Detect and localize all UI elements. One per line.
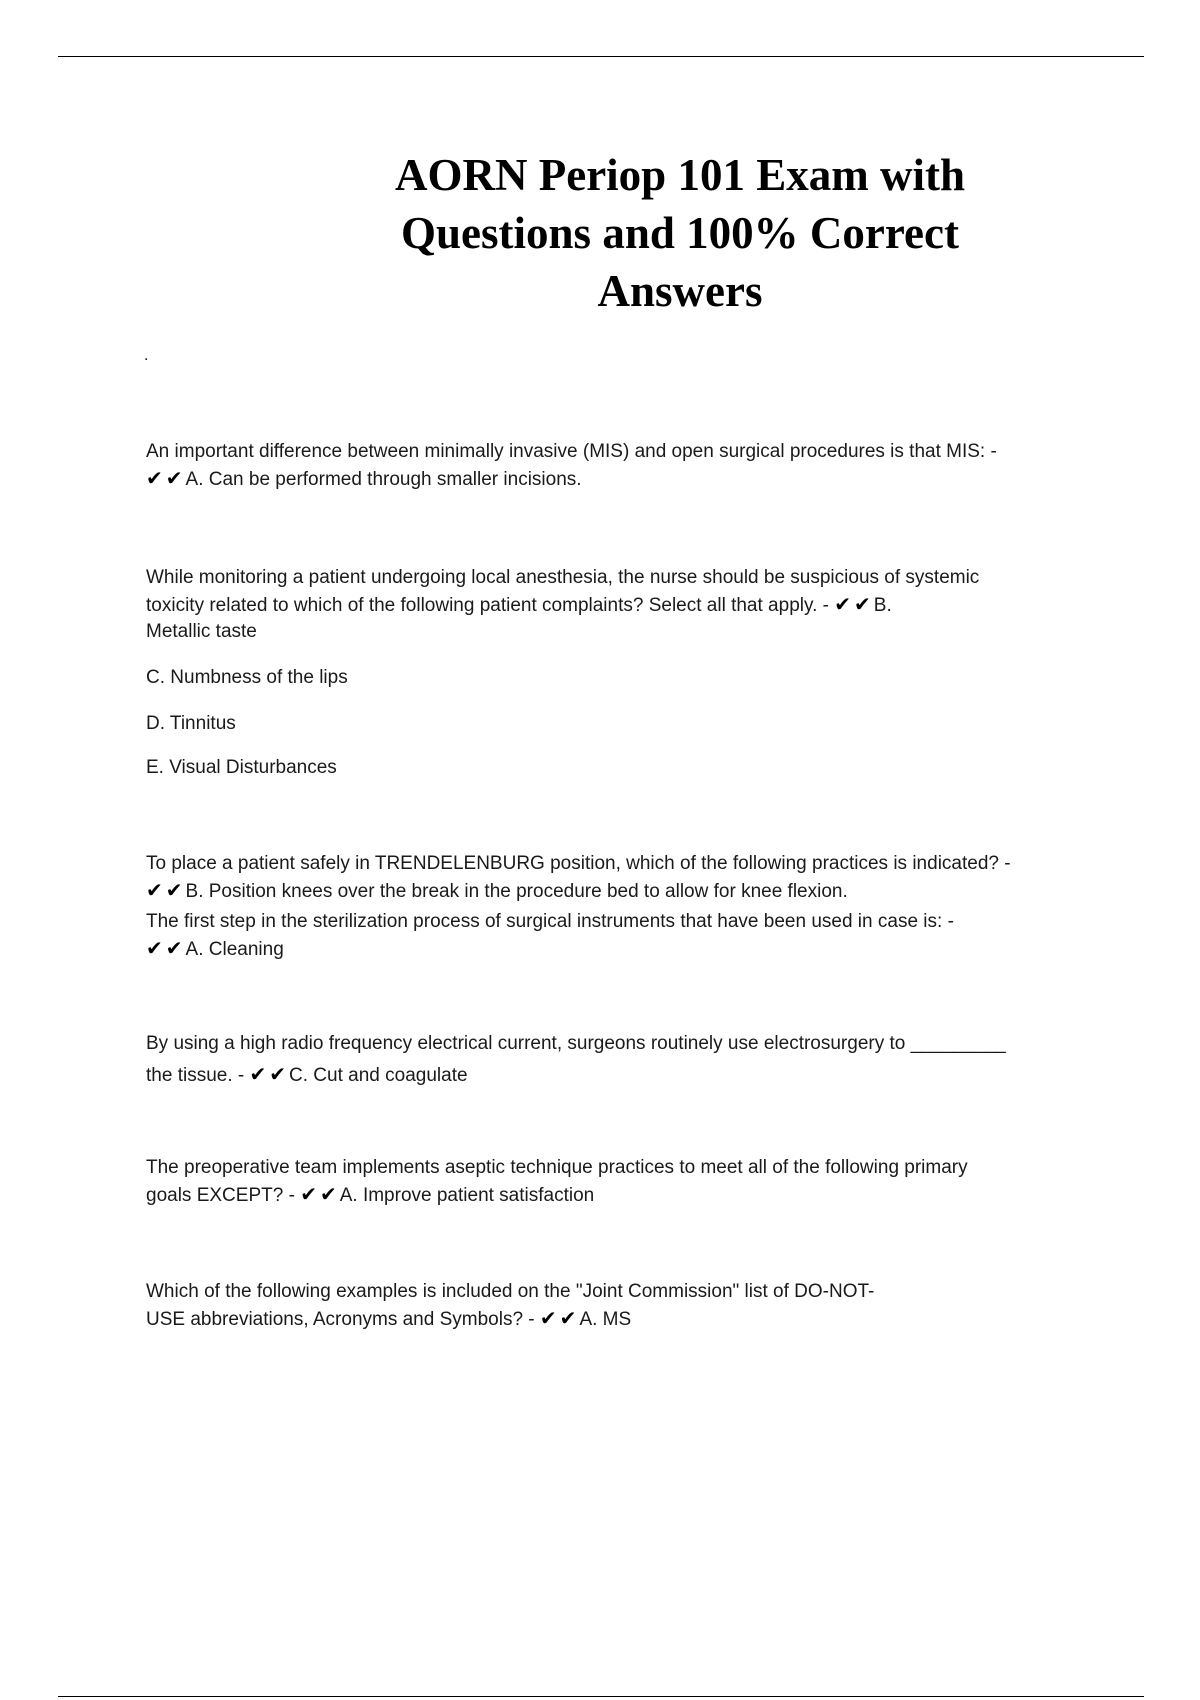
check-icons xyxy=(834,595,874,616)
answer-text: B. Position knees over the break in the procedure bed to allow for knee flexion. xyxy=(185,881,848,902)
check-icon: ✔ xyxy=(269,1064,287,1086)
check-icon: ✔ xyxy=(249,1064,267,1086)
answer-line xyxy=(146,936,1086,964)
check-icon: ✔ xyxy=(319,1184,337,1206)
answer-line xyxy=(146,878,1086,906)
qa-item-1 xyxy=(146,438,1086,494)
question-text: An important difference between minimally invasive (MIS) and open surgical procedures is that MIS: - xyxy=(146,441,997,462)
check-icon: ✔ xyxy=(559,1308,577,1330)
question-text-2: USE abbreviations, Acronyms and Symbols? - xyxy=(146,1309,535,1330)
answer-text: C. Cut and coagulate xyxy=(289,1065,468,1086)
check-icons xyxy=(146,469,186,490)
check-icon: ✔ xyxy=(165,880,183,902)
check-icons xyxy=(146,881,186,902)
question-text: By using a high radio frequency electrical current, surgeons routinely use electrosurgery to _________ xyxy=(146,1033,1006,1054)
answer-option: E. Visual Disturbances xyxy=(146,757,337,778)
check-icon: ✔ xyxy=(146,938,163,960)
answer-line xyxy=(146,1182,1086,1210)
qa-item-2 xyxy=(146,564,1086,644)
question-text: The first step in the sterilization process of surgical instruments that have been used in case is: - xyxy=(146,911,954,932)
answer-text-cont: Metallic taste xyxy=(146,621,257,642)
answer-option: D. Tinnitus xyxy=(146,713,236,734)
check-icon: ✔ xyxy=(539,1308,557,1330)
check-icon: ✔ xyxy=(165,468,183,490)
answer-text: A. Cleaning xyxy=(185,939,284,960)
check-icon: ✔ xyxy=(146,880,163,902)
check-icon: ✔ xyxy=(146,468,163,490)
answer-line xyxy=(146,466,1086,494)
check-icons xyxy=(540,1309,580,1330)
title-line-1: AORN Periop 101 Exam with xyxy=(395,150,965,200)
title-line-3: Answers xyxy=(597,266,763,316)
answer-line xyxy=(146,1306,1086,1334)
question-text: Which of the following examples is included on the "Joint Commission" list of DO-NOT- xyxy=(146,1281,875,1302)
answer-text: A. Can be performed through smaller incisions. xyxy=(185,469,582,490)
check-icon: ✔ xyxy=(165,938,183,960)
stray-mark: . xyxy=(144,347,149,364)
check-icon: ✔ xyxy=(854,594,871,616)
check-icons xyxy=(146,939,186,960)
answer-line xyxy=(146,1060,1086,1092)
qa-item-3 xyxy=(146,850,1086,906)
qa-item-4 xyxy=(146,908,1086,964)
qa-item-6 xyxy=(146,1154,1086,1210)
title-line-2: Questions and 100% Correct xyxy=(401,208,959,258)
question-text-2: goals EXCEPT? - xyxy=(146,1185,295,1206)
top-rule xyxy=(58,56,1144,57)
question-text: To place a patient safely in TRENDELENBURG position, which of the following practices is indicated? - xyxy=(146,853,1011,874)
answer-text: B. xyxy=(873,595,892,616)
qa-item-7 xyxy=(146,1278,1086,1334)
check-icons xyxy=(250,1065,290,1086)
answer-option: C. Numbness of the lips xyxy=(146,667,348,688)
question-text-2: toxicity related to which of the following patient complaints? Select all that apply. - xyxy=(146,595,829,616)
check-icon: ✔ xyxy=(300,1184,317,1206)
question-text-2: the tissue. - xyxy=(146,1065,245,1086)
page-title xyxy=(300,146,1060,320)
answer-text: A. Improve patient satisfaction xyxy=(339,1185,595,1206)
bottom-rule xyxy=(58,1696,1144,1697)
check-icon: ✔ xyxy=(834,594,851,616)
check-icons xyxy=(300,1185,340,1206)
question-text: The preoperative team implements aseptic technique practices to meet all of the following primary xyxy=(146,1157,968,1178)
question-text: While monitoring a patient undergoing local anesthesia, the nurse should be suspicious of systemic xyxy=(146,567,980,588)
qa-item-5 xyxy=(146,1028,1086,1092)
answer-text: A. MS xyxy=(579,1309,632,1330)
question-text-cont xyxy=(146,592,1086,620)
